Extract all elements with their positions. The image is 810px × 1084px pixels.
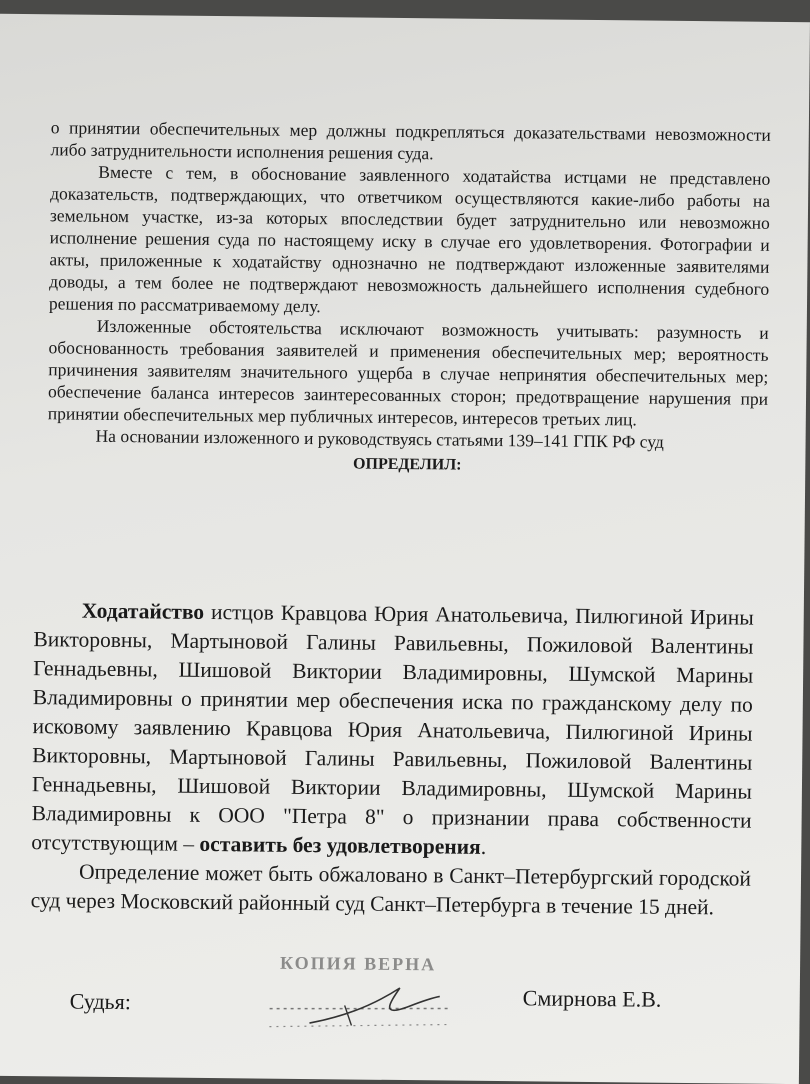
ruling-section <box>31 596 754 923</box>
judge-name: Смирнова Е.В. <box>522 985 662 1012</box>
appeal-paragraph: Определение может быть обжаловано в Санкт–Петербургский городской суд через Московский районный суд Санкт–Петербурга в течение 15 дней. <box>30 859 752 920</box>
judge-label: Судья: <box>69 988 132 1015</box>
ruling-period: . <box>480 834 487 859</box>
document-page <box>0 14 810 1084</box>
signature-area <box>0 944 800 1052</box>
ruling-bold-start: Ходатайство <box>81 598 205 624</box>
ruling-body: истцов Кравцова Юрия Анатольевича, Пилюгиной Ирины Викторовны, Мартыновой Галины Равильевны, Пожиловой Валентины Геннадьевны, Шишовой Виктории Владимировны, Шумской Марины Владимировны о принятии мер обеспечения иска по гражданскому делу по исковому заявлению Кравцова Юрия Анатольевича, Пилюгиной Ирины Викторовны, Мартыновой Галины Равильевны, Пожиловой Валентины Геннадьевны, Шишовой Виктории Владимировны, Шумской Марины Владимировны к ООО "Петра 8" о признании права собственности отсутствующим – <box>31 599 754 856</box>
reasoning-section <box>47 116 771 484</box>
ruling-heading: ОПРЕДЕЛИЛ: <box>353 455 462 474</box>
ruling-paragraph <box>31 596 754 865</box>
ruling-decision: оставить без удовлетворения <box>199 831 481 859</box>
signature-icon <box>249 946 470 1048</box>
paragraph-2: Вместе с тем, в обоснование заявленного ходатайства истцами не представлено доказательств, подтверждающих, что ответчиком осуществляются какие-либо работы на земельном участке, из-за которых впоследствии будет затруднительно или невозможно исполнение решения суда по настоящему иску в случае его удовлетворения. Фотографии и акты, приложенные к ходатайству однозначно не подтверждают изложенные заявителями доводы, а тем более не подтверждают невозможность дальнейшего исполнения судебного решения по рассматриваемому делу. <box>48 161 771 317</box>
paragraph-4: На основании изложенного и руководствуясь статьями 139–141 ГПК РФ суд <box>95 425 664 452</box>
certified-copy-stamp: КОПИЯ ВЕРНА <box>279 952 437 975</box>
paragraph-3: Изложенные обстоятельства исключают возможность учитывать: разумность и обоснованность требования заявителей и применения обеспечительных мер; вероятность причинения заявителям значительного ущерба в случае непринятия обеспечительных мер; обеспечение баланса интересов заинтересованных сторон; предотвращение нарушения при принятии обеспечительных мер публичных интересов, интересов третьих лиц. <box>47 315 769 430</box>
paragraph-1: о принятии обеспечительных мер должны подкрепляться доказательствами невозможности либо затруднительности исполнения решения суда. <box>50 117 771 164</box>
